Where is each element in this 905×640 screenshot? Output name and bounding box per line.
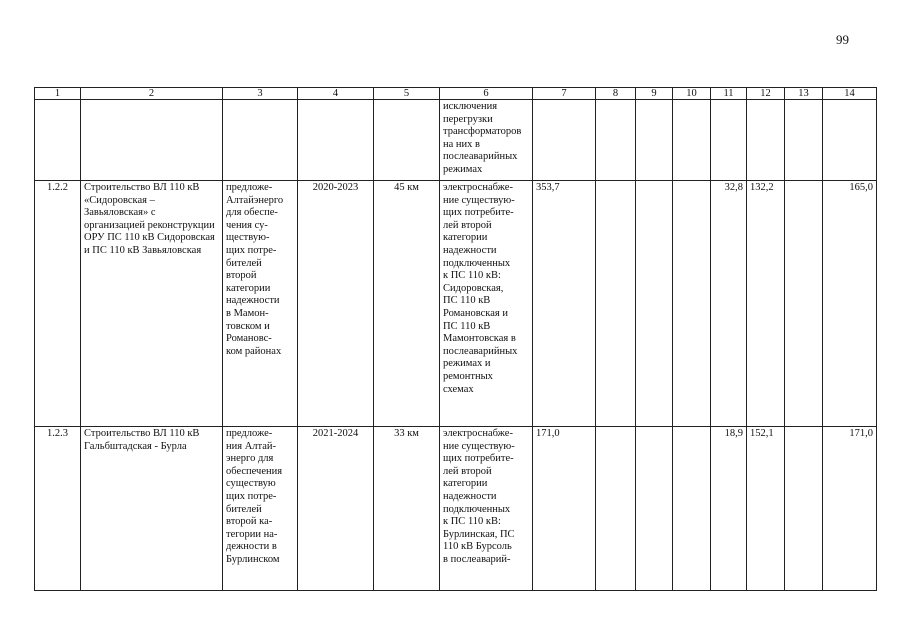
table-row-continuation [35,100,877,181]
column-header-14: 14 [823,88,877,100]
cell-value: 152,1 [747,427,785,591]
table-header-row [35,88,877,100]
column-header-2: 2 [81,88,223,100]
cell [636,427,673,591]
column-header-1: 1 [35,88,81,100]
column-header-12: 12 [747,88,785,100]
cell [785,100,823,181]
cell [636,100,673,181]
cell-basis: предложе- ния Алтай- энерго для обеспечения существую щих потре- бителей второй ка- тегории на- дежности в Бурлинском [223,427,298,591]
cell-justification: электроснабже- ние существую- щих потребите- лей второй категории надежности подключенных к ПС 110 кВ: Сидоровская, ПС 110 кВ Романовская и ПС 110 кВ Мамонтовская в послеаварийных режимах и ремонтных схемах [440,181,533,427]
cell [223,100,298,181]
cell [596,100,636,181]
page-number: 99 [836,32,849,47]
cell [298,100,374,181]
cell-total: 171,0 [533,427,596,591]
cell-value: 18,9 [711,427,747,591]
cell-total: 353,7 [533,181,596,427]
cell [823,100,877,181]
cell [673,181,711,427]
cell-value: 165,0 [823,181,877,427]
column-header-8: 8 [596,88,636,100]
cell-period: 2021-2024 [298,427,374,591]
column-header-6: 6 [440,88,533,100]
cell [673,100,711,181]
column-header-11: 11 [711,88,747,100]
cell-length: 33 км [374,427,440,591]
cell-value: 171,0 [823,427,877,591]
cell [596,181,636,427]
column-header-5: 5 [374,88,440,100]
cell [81,100,223,181]
cell [636,181,673,427]
cell-project-name: Строительство ВЛ 110 кВ «Сидоровская – Завьяловская» с организацией реконструкции ОРУ ПС 110 кВ Сидоровская и ПС 110 кВ Завьяловская [81,181,223,427]
cell [785,427,823,591]
cell-item-number: 1.2.3 [35,427,81,591]
cell-project-name: Строительство ВЛ 110 кВ Гальбштадская - Бурла [81,427,223,591]
column-header-13: 13 [785,88,823,100]
cell-period: 2020-2023 [298,181,374,427]
column-header-7: 7 [533,88,596,100]
column-header-9: 9 [636,88,673,100]
column-header-10: 10 [673,88,711,100]
cell [747,100,785,181]
cell-justification: исключения перегрузки трансформаторов на них в послеаварийных режимах [440,100,533,181]
cell [35,100,81,181]
column-header-3: 3 [223,88,298,100]
table-row [35,181,877,427]
cell-basis: предложе- Алтайэнерго для обеспе- чения су- ществую- щих потре- бителей второй категории надежности в Мамон- товском и Романовс- ком районах [223,181,298,427]
cell [533,100,596,181]
cell [785,181,823,427]
cell-value: 132,2 [747,181,785,427]
cell [596,427,636,591]
cell [673,427,711,591]
table-row [35,427,877,591]
cell [711,100,747,181]
cell [374,100,440,181]
cell-item-number: 1.2.2 [35,181,81,427]
column-header-4: 4 [298,88,374,100]
cell-value: 32,8 [711,181,747,427]
data-table [34,87,877,591]
cell-length: 45 км [374,181,440,427]
cell-justification: электроснабже- ние существую- щих потребите- лей второй категории надежности подключенных к ПС 110 кВ: Бурлинская, ПС 110 кВ Бурсоль в послеаварий- [440,427,533,591]
